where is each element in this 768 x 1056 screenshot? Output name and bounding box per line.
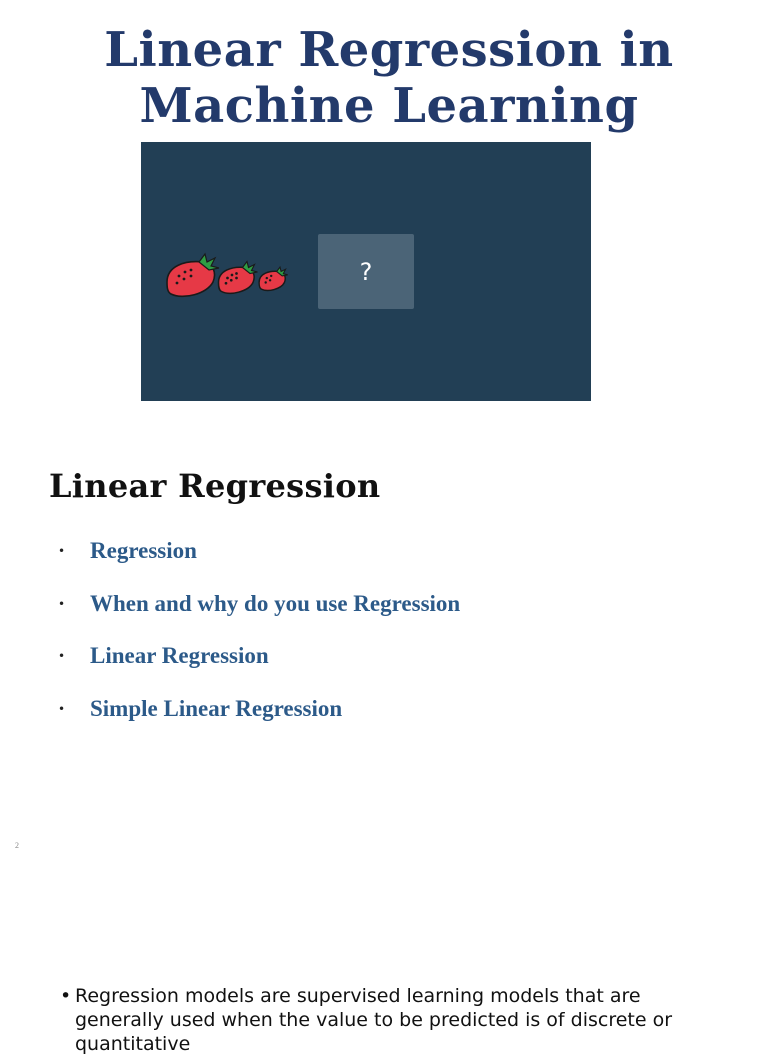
topic-label: Simple Linear Regression — [90, 695, 343, 721]
slide-title — [0, 22, 768, 134]
topic-item — [58, 536, 460, 589]
section-heading: Linear Regression — [49, 467, 381, 505]
topic-label: Linear Regression — [90, 643, 269, 668]
topic-list — [58, 536, 460, 746]
bullet: • — [58, 649, 66, 663]
page-number: 2 — [15, 841, 19, 850]
topic-item — [58, 641, 460, 694]
strawberry-icon — [219, 262, 258, 294]
bullet: • — [58, 701, 66, 716]
question-mark: ? — [359, 257, 373, 286]
strawberry-icon — [167, 254, 219, 296]
strawberry-icons — [165, 246, 295, 306]
body-paragraph — [60, 984, 720, 1056]
slide-title-line-1: Linear Regression in — [104, 22, 674, 78]
topic-label: Regression — [90, 538, 197, 563]
topic-item — [58, 694, 460, 747]
bullet: • — [58, 596, 66, 611]
topic-label: When and why do you use Regression — [90, 590, 461, 616]
hero-illustration — [141, 142, 591, 401]
topic-item — [58, 589, 460, 642]
body-bullet: • — [60, 985, 72, 1007]
bullet: • — [58, 544, 66, 558]
body-text: Regression models are supervised learning models that are generally used when the value to be predicted is of discrete or quantitative — [75, 985, 673, 1055]
question-box — [318, 234, 414, 309]
slide-title-line-2: Machine Learning — [139, 78, 639, 134]
strawberry-icon — [259, 267, 288, 290]
